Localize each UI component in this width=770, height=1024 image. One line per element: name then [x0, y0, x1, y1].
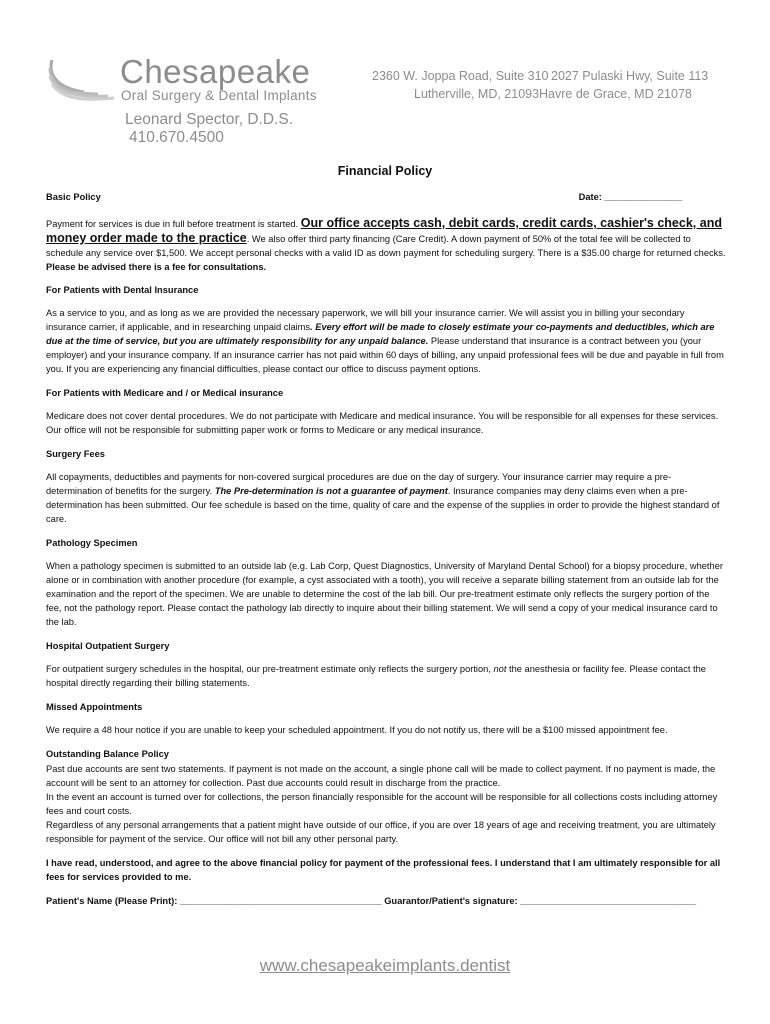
text-run: All copayments, deductibles and payments for non-covered surgical procedures are due on the day of surgery. Your insurance carrier may require a pre-determination of benefits for the surgery. — [46, 472, 672, 496]
text-run: For outpatient surgery schedules in the hospital, our pre-treatment estimate only reflects the surgery portion, — [46, 664, 494, 674]
logo-subtitle: Oral Surgery & Dental Implants — [121, 88, 317, 103]
payment-methods-emphasis: Our office accepts cash, debit cards, credit cards, cashier's check, and money order made to the practice — [46, 216, 722, 245]
text-run: Please understand that insurance is a contract between you (your employer) and your insurance company. If an insurance carrier has not paid within 60 days of billing, any unpaid professional fees will be due and payable in full from you. If you are experiencing any financial difficulties, please contact our office to discuss payment options. — [46, 336, 724, 374]
policy-body — [46, 190, 726, 908]
section-heading: For Patients with Medicare and / or Medical insurance — [46, 388, 284, 398]
page-title: Financial Policy — [337, 164, 433, 178]
section-heading: Surgery Fees — [46, 449, 105, 459]
address-lutherville — [372, 67, 549, 103]
address-line: 2360 W. Joppa Road, Suite 310 — [372, 69, 549, 83]
missed-appointments-paragraph: We require a 48 hour notice if you are unable to keep your scheduled appointment. If you do not notify us, there will be a $100 missed appointment fee. — [46, 725, 668, 735]
address-havre-de-grace — [539, 67, 709, 103]
website-link[interactable]: www.chesapeakeimplants.dentist — [259, 956, 511, 975]
hospital-paragraph — [46, 662, 726, 690]
medicare-paragraph: Medicare does not cover dental procedures. We do not participate with Medicare and medical insurance. You will be responsible for all expenses for these services. Our office will not be responsible for submitting paper work or forms to Medicare or any medical insurance. — [46, 411, 719, 435]
section-heading: Missed Appointments — [46, 702, 143, 712]
phone-number: 410.670.4500 — [129, 129, 224, 146]
text-emphasis: . Every effort will be made to closely estimate your co-payments and deductibles, which are due at the time of service, but you are ultimately responsibility for any unpaid balance. — [46, 322, 715, 346]
basic-policy-paragraph — [46, 216, 726, 274]
balance-paragraph: In the event an account is turned over for collections, the person financially responsible for the account will be responsible for all collections costs including attorney fees and court costs. — [46, 792, 718, 816]
basic-policy-heading: Basic Policy — [46, 192, 101, 202]
text-run: As a service to you, and as long as we are provided the necessary paperwork, we will bill your insurance carrier. We will assist you in billing your secondary insurance carrier, if applicable, and in researching unpaid claims — [46, 308, 685, 332]
logo-name: Chesapeake — [120, 53, 311, 90]
text-run: Payment for services is due in full before treatment is started. — [46, 219, 301, 229]
section-heading: Pathology Specimen — [46, 538, 138, 548]
address-line: 2027 Pulaski Hwy, Suite 113 — [551, 69, 709, 83]
text-run: the anesthesia or facility fee. Please contact the hospital directly regarding their billing statements. — [46, 664, 706, 688]
pathology-paragraph: When a pathology specimen is submitted to an outside lab (e.g. Lab Corp, Quest Diagnostics, University of Maryland Dental School) for a biopsy procedure, whether alone or in combination with another procedure (for example, a cyst associated with a tooth), you will receive a separate billing statement from an outside lab for the examination and the report of the specimen. We are unable to determine the cost of the lab bill. Our pre-treatment estimate only reflects the surgery portion of the fee, not the pathology report. Please contact the pathology lab directly to inquire about their billing statement. We will send a copy of your medical insurance card to the lab. — [46, 561, 723, 627]
address-line: Lutherville, MD, 21093 — [414, 87, 540, 101]
signature-line[interactable]: Patient's Name (Please Print): _______________________________________ Guarantor/Patient's signature: __________________________________ — [46, 896, 696, 906]
agreement-statement: I have read, understood, and agree to the above financial policy for payment of the professional fees. I understand that I am ultimately responsible for all fees for services provided to me. — [46, 858, 721, 882]
balance-paragraph: Past due accounts are sent two statements. If payment is not made on the account, a single phone call will be made to collect payment. If no payment is made, the account will be sent to an attorney for collection. Past due accounts could result in discharge from the practice. — [46, 764, 716, 788]
surgery-fees-paragraph — [46, 470, 726, 526]
date-field[interactable]: Date: _______________ — [578, 192, 682, 202]
text-emphasis: The Pre-determination is not a guarantee of payment — [214, 486, 448, 496]
text-run: . We also offer third party financing (Care Credit). A down payment of 50% of the total fee will be collected to schedule any service over $1,500. We accept personal checks with a valid ID as down payment for scheduling surgery. There is a $35.00 charge for returned checks. — [46, 234, 726, 258]
address-line: Havre de Grace, MD 21078 — [539, 87, 692, 101]
section-heading: Hospital Outpatient Surgery — [46, 641, 170, 651]
doctor-name: Leonard Spector, D.D.S. — [125, 111, 294, 128]
section-heading: Outstanding Balance Policy — [46, 749, 169, 759]
section-heading: For Patients with Dental Insurance — [46, 285, 199, 295]
dental-insurance-paragraph — [46, 306, 726, 376]
text-emphasis: not — [493, 664, 507, 674]
consultation-fee-note: Please be advised there is a fee for consultations. — [46, 262, 267, 272]
text-run: . Insurance companies may deny claims even when a pre-determination has been submitted. Our fee schedule is based on the time, quality of care and the expense of the supplies in order to provide the highest standard of care. — [46, 486, 720, 524]
balance-paragraph: Regardless of any personal arrangements that a patient might have outside of our office, if you are over 18 years of age and receiving treatment, you are ultimately responsible for payment of the service. Our office will not bill any other personal party. — [46, 820, 716, 844]
